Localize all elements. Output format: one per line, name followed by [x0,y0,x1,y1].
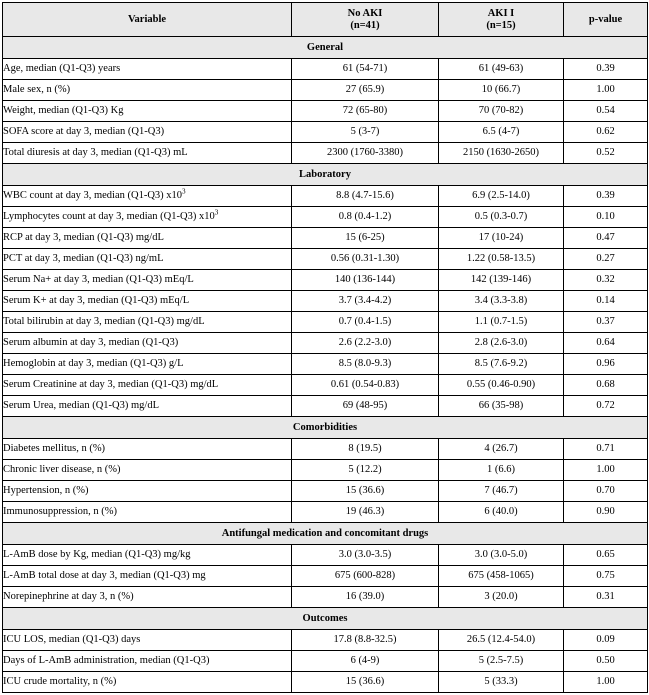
cell-aki: 6.9 (2.5-14.0) [439,186,564,207]
cell-pvalue: 1.00 [564,672,648,693]
cell-variable: Diabetes mellitus, n (%) [3,439,292,460]
cell-aki: 10 (66.7) [439,80,564,101]
cell-no-aki: 8.8 (4.7-15.6) [292,186,439,207]
cell-no-aki: 3.0 (3.0-3.5) [292,545,439,566]
cell-no-aki: 61 (54-71) [292,59,439,80]
cell-variable: Serum Creatinine at day 3, median (Q1-Q3) mg/dL [3,375,292,396]
cell-pvalue: 0.37 [564,312,648,333]
cell-pvalue: 0.96 [564,354,648,375]
cell-aki: 2150 (1630-2650) [439,143,564,164]
cell-aki: 1.1 (0.7-1.5) [439,312,564,333]
cell-no-aki: 0.8 (0.4-1.2) [292,207,439,228]
table-row [3,101,648,122]
table-row [3,375,648,396]
section-title: Comorbidities [3,417,648,439]
cell-no-aki: 0.7 (0.4-1.5) [292,312,439,333]
cell-variable: SOFA score at day 3, median (Q1-Q3) [3,122,292,143]
table-row [3,228,648,249]
table-row [3,587,648,608]
clinical-comparison-table [2,2,648,693]
table-row [3,672,648,693]
cell-aki: 61 (49-63) [439,59,564,80]
cell-variable: Chronic liver disease, n (%) [3,460,292,481]
cell-aki: 142 (139-146) [439,270,564,291]
column-header-no-aki-label: No AKI [347,7,383,19]
cell-no-aki: 5 (3-7) [292,122,439,143]
column-header-no-aki-count: (n=41) [350,19,380,31]
cell-variable: Immunosuppression, n (%) [3,502,292,523]
section-header-row [3,417,648,439]
section-header-row [3,523,648,545]
cell-pvalue: 0.75 [564,566,648,587]
table-row [3,59,648,80]
table-row [3,249,648,270]
cell-aki: 6.5 (4-7) [439,122,564,143]
cell-aki: 0.55 (0.46-0.90) [439,375,564,396]
cell-no-aki: 675 (600-828) [292,566,439,587]
cell-aki: 1.22 (0.58-13.5) [439,249,564,270]
cell-no-aki: 2300 (1760-3380) [292,143,439,164]
cell-no-aki: 140 (136-144) [292,270,439,291]
cell-variable [3,207,292,228]
table-row [3,502,648,523]
section-title: Outcomes [3,608,648,630]
cell-variable: Serum Urea, median (Q1-Q3) mg/dL [3,396,292,417]
cell-no-aki: 17.8 (8.8-32.5) [292,630,439,651]
cell-no-aki: 72 (65-80) [292,101,439,122]
cell-pvalue: 0.39 [564,186,648,207]
cell-pvalue: 0.14 [564,291,648,312]
cell-aki: 1 (6.6) [439,460,564,481]
cell-no-aki: 15 (6-25) [292,228,439,249]
cell-aki: 675 (458-1065) [439,566,564,587]
cell-aki: 5 (2.5-7.5) [439,651,564,672]
cell-variable: Male sex, n (%) [3,80,292,101]
table-row [3,186,648,207]
column-header-aki-label: AKI I [487,7,515,19]
table-row [3,291,648,312]
cell-aki: 2.8 (2.6-3.0) [439,333,564,354]
table-body [3,37,648,693]
cell-no-aki: 19 (46.3) [292,502,439,523]
cell-pvalue: 0.09 [564,630,648,651]
table-row [3,651,648,672]
cell-aki: 70 (70-82) [439,101,564,122]
table-row [3,207,648,228]
cell-aki: 7 (46.7) [439,481,564,502]
table-row [3,122,648,143]
cell-aki: 3.4 (3.3-3.8) [439,291,564,312]
column-header-aki-count: (n=15) [486,19,516,31]
cell-no-aki: 15 (36.6) [292,481,439,502]
table-row [3,439,648,460]
cell-variable-superscript: 3 [214,208,219,217]
cell-pvalue: 0.31 [564,587,648,608]
column-header-variable-label: Variable [127,13,167,25]
column-header-no-aki [292,3,439,37]
cell-pvalue: 0.71 [564,439,648,460]
cell-aki: 17 (10-24) [439,228,564,249]
cell-aki: 4 (26.7) [439,439,564,460]
cell-no-aki: 2.6 (2.2-3.0) [292,333,439,354]
cell-variable: RCP at day 3, median (Q1-Q3) mg/dL [3,228,292,249]
cell-variable: Hypertension, n (%) [3,481,292,502]
cell-no-aki: 3.7 (3.4-4.2) [292,291,439,312]
table-row [3,630,648,651]
cell-pvalue: 0.54 [564,101,648,122]
column-header-aki [439,3,564,37]
cell-pvalue: 0.68 [564,375,648,396]
cell-pvalue: 0.64 [564,333,648,354]
cell-aki: 3.0 (3.0-5.0) [439,545,564,566]
cell-pvalue: 0.39 [564,59,648,80]
cell-pvalue: 0.10 [564,207,648,228]
cell-aki: 26.5 (12.4-54.0) [439,630,564,651]
cell-aki: 8.5 (7.6-9.2) [439,354,564,375]
column-header-variable [3,3,292,37]
column-header-pvalue [564,3,648,37]
cell-variable: Age, median (Q1-Q3) years [3,59,292,80]
table-row [3,396,648,417]
cell-no-aki: 15 (36.6) [292,672,439,693]
column-header-pvalue-label: p-value [588,13,623,25]
cell-aki: 0.5 (0.3-0.7) [439,207,564,228]
cell-no-aki: 5 (12.2) [292,460,439,481]
cell-variable: Norepinephrine at day 3, n (%) [3,587,292,608]
cell-variable: L-AmB dose by Kg, median (Q1-Q3) mg/kg [3,545,292,566]
table-row [3,333,648,354]
cell-pvalue: 0.27 [564,249,648,270]
cell-no-aki: 16 (39.0) [292,587,439,608]
cell-variable: PCT at day 3, median (Q1-Q3) ng/mL [3,249,292,270]
cell-aki: 66 (35-98) [439,396,564,417]
section-title: General [3,37,648,59]
cell-aki: 6 (40.0) [439,502,564,523]
cell-no-aki: 6 (4-9) [292,651,439,672]
cell-variable-text: WBC count at day 3, median (Q1-Q3) x10 [3,190,183,202]
cell-pvalue: 0.52 [564,143,648,164]
cell-pvalue: 0.72 [564,396,648,417]
cell-variable: Hemoglobin at day 3, median (Q1-Q3) g/L [3,354,292,375]
cell-variable: Serum Na+ at day 3, median (Q1-Q3) mEq/L [3,270,292,291]
table-row [3,80,648,101]
section-title: Laboratory [3,164,648,186]
cell-aki: 5 (33.3) [439,672,564,693]
cell-variable [3,186,292,207]
section-header-row [3,164,648,186]
table-row [3,354,648,375]
cell-variable-text: Lymphocytes count at day 3, median (Q1-Q3) x10 [3,211,215,223]
cell-no-aki: 27 (65.9) [292,80,439,101]
cell-pvalue: 1.00 [564,460,648,481]
table-head [3,3,648,37]
cell-pvalue: 0.62 [564,122,648,143]
section-header-row [3,37,648,59]
cell-no-aki: 0.61 (0.54-0.83) [292,375,439,396]
table-row [3,545,648,566]
section-header-row [3,608,648,630]
cell-variable: Weight, median (Q1-Q3) Kg [3,101,292,122]
cell-pvalue: 0.47 [564,228,648,249]
cell-pvalue: 0.90 [564,502,648,523]
table-row [3,143,648,164]
section-title: Antifungal medication and concomitant drugs [3,523,648,545]
table-row [3,481,648,502]
cell-pvalue: 1.00 [564,80,648,101]
cell-no-aki: 69 (48-95) [292,396,439,417]
cell-no-aki: 0.56 (0.31-1.30) [292,249,439,270]
cell-pvalue: 0.32 [564,270,648,291]
cell-variable: ICU crude mortality, n (%) [3,672,292,693]
table-row [3,270,648,291]
cell-variable: ICU LOS, median (Q1-Q3) days [3,630,292,651]
cell-pvalue: 0.65 [564,545,648,566]
cell-variable: Total bilirubin at day 3, median (Q1-Q3) mg/dL [3,312,292,333]
cell-variable-superscript: 3 [182,187,186,196]
table-header-row [3,3,648,37]
table-row [3,312,648,333]
cell-variable: Total diuresis at day 3, median (Q1-Q3) mL [3,143,292,164]
cell-pvalue: 0.50 [564,651,648,672]
cell-no-aki: 8.5 (8.0-9.3) [292,354,439,375]
cell-pvalue: 0.70 [564,481,648,502]
cell-variable: Days of L-AmB administration, median (Q1-Q3) [3,651,292,672]
table-row [3,460,648,481]
cell-aki: 3 (20.0) [439,587,564,608]
cell-variable: Serum K+ at day 3, median (Q1-Q3) mEq/L [3,291,292,312]
cell-no-aki: 8 (19.5) [292,439,439,460]
cell-variable: L-AmB total dose at day 3, median (Q1-Q3) mg [3,566,292,587]
table-row [3,566,648,587]
cell-variable: Serum albumin at day 3, median (Q1-Q3) [3,333,292,354]
